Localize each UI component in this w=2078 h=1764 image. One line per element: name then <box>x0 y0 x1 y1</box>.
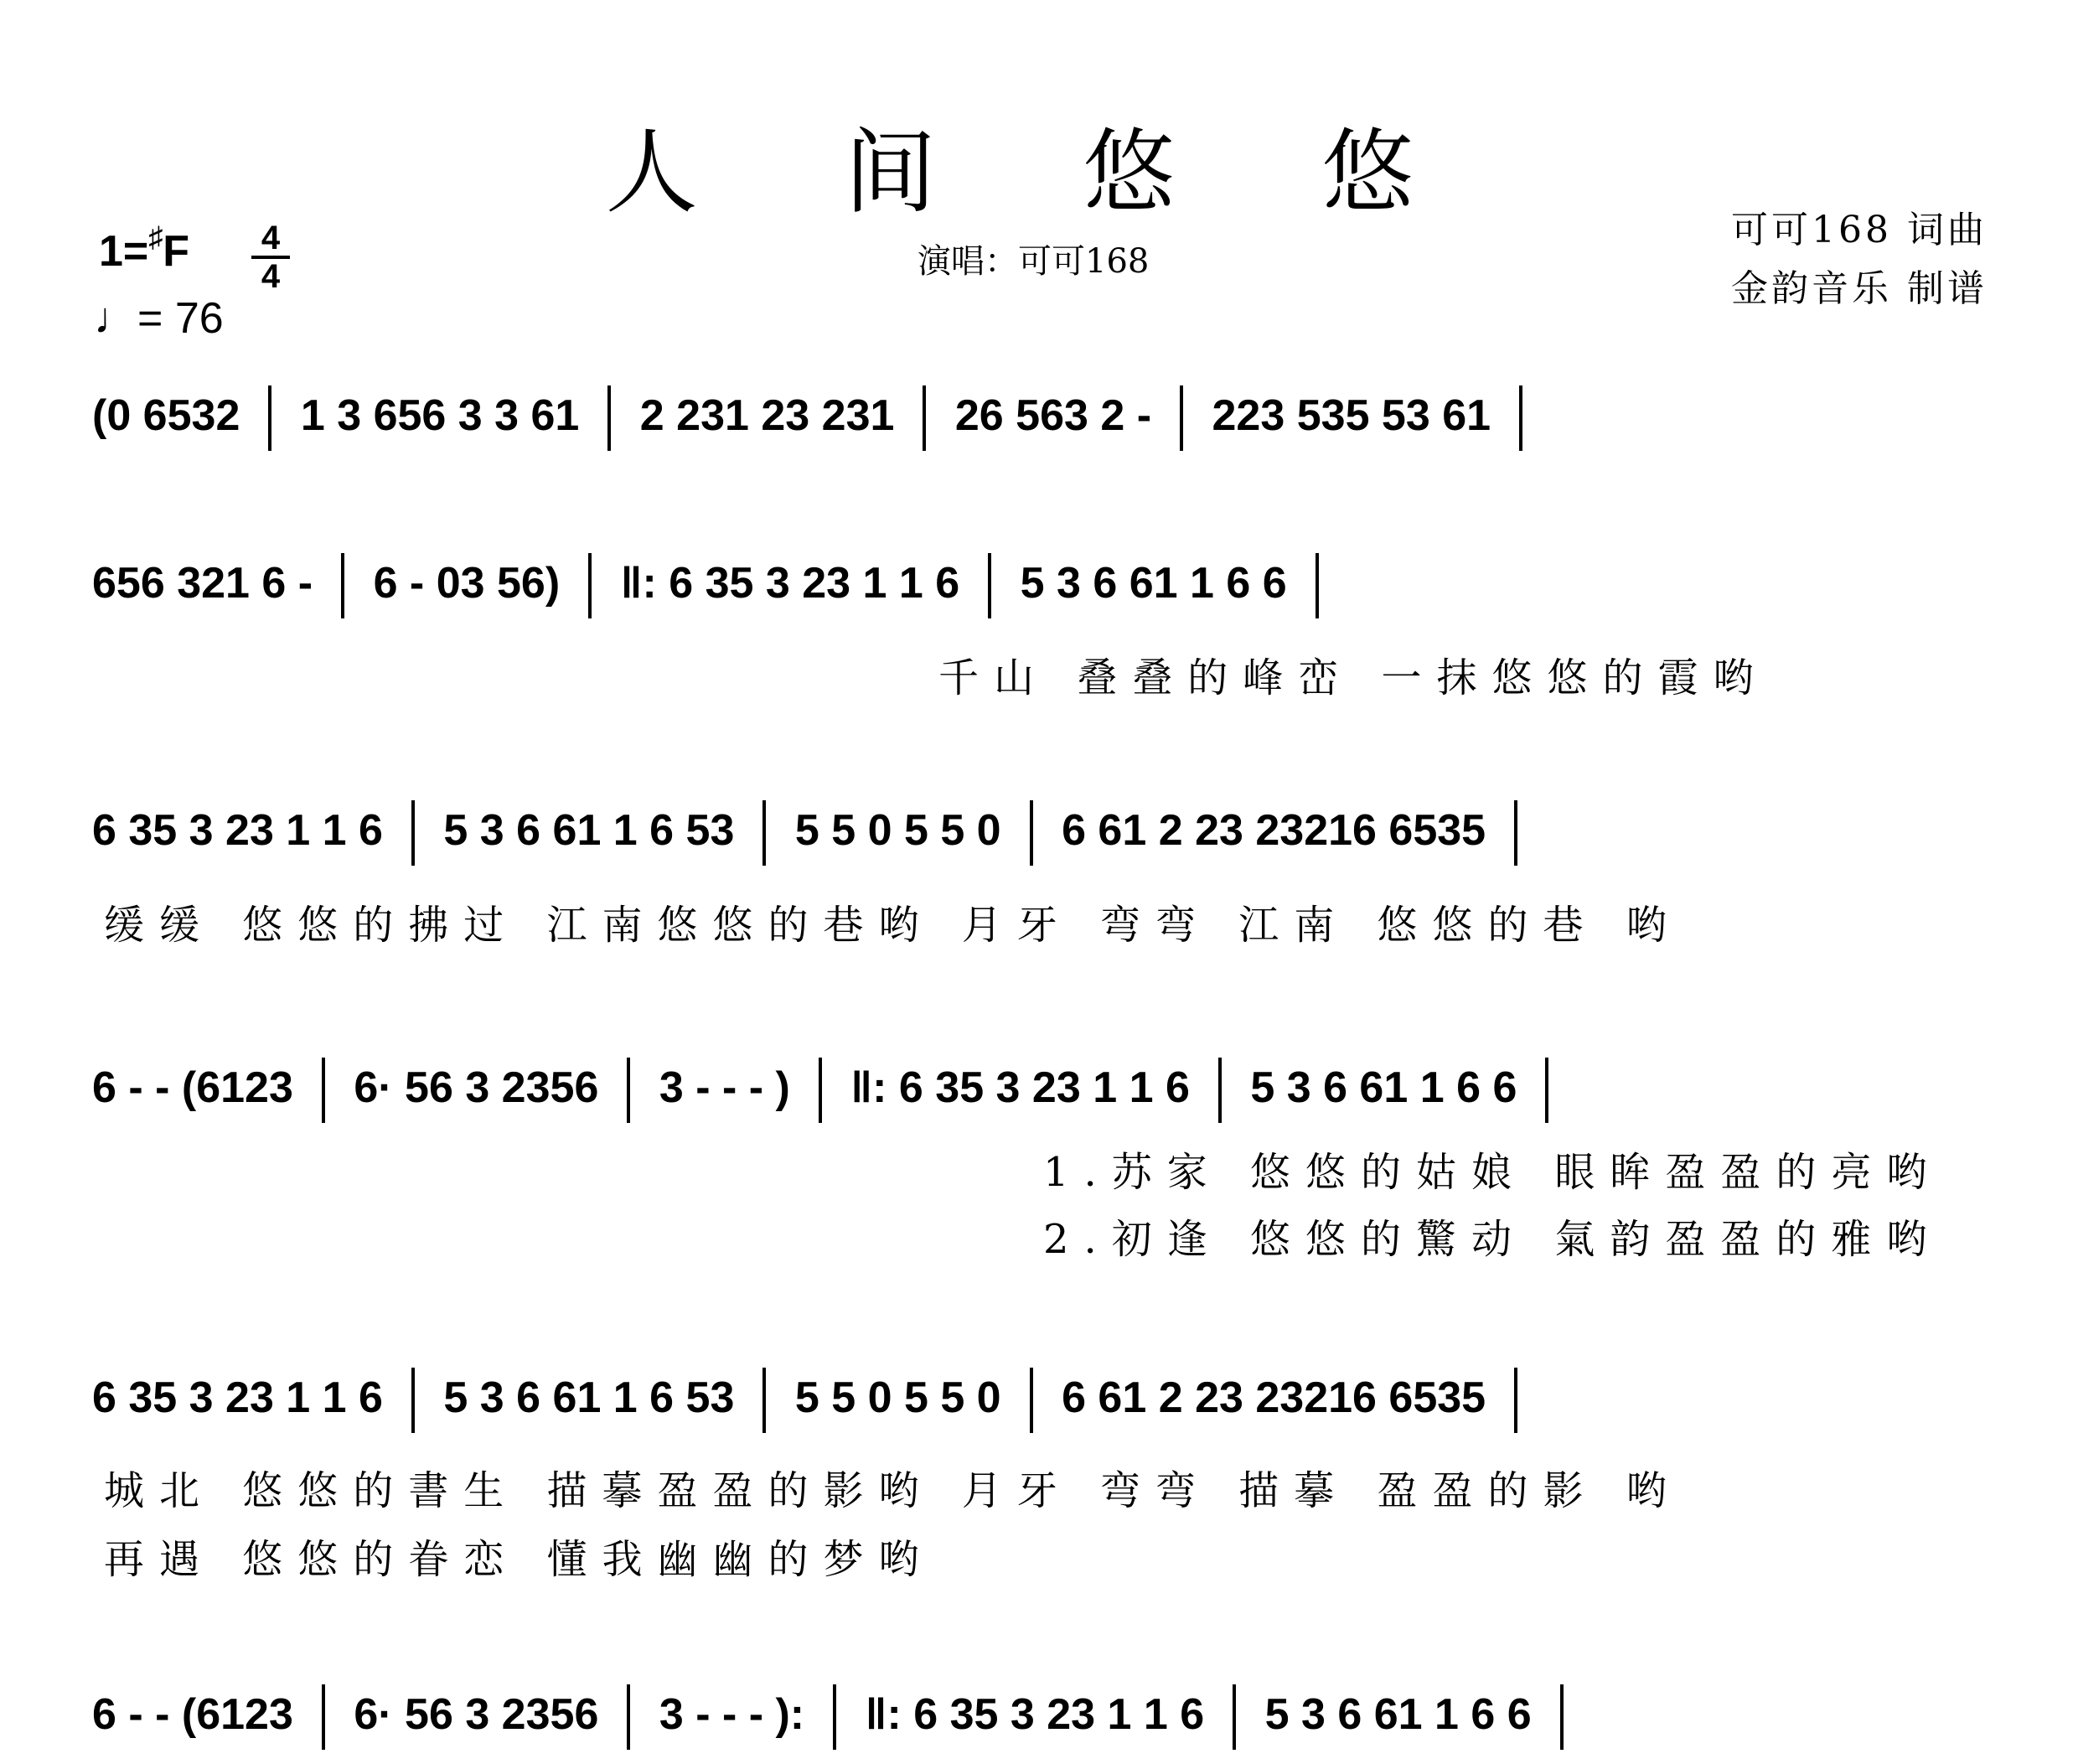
lyrics-composer-credit: 可可168 词曲 <box>1731 209 1988 251</box>
bar-line <box>1514 1368 1517 1433</box>
measure: ‖: 6 35 3 23 1 1 6 <box>865 1689 1205 1739</box>
measure: 2 231 23 231 <box>639 391 895 440</box>
measure: 6· 56 3 2356 <box>354 1063 599 1112</box>
notation-row-1 <box>92 385 2003 451</box>
bar-line <box>322 1684 325 1750</box>
measure: (0 6532 <box>92 391 240 440</box>
credits <box>1731 201 1988 318</box>
bar-line <box>411 1368 415 1433</box>
lyrics-line-3-verse1: 1.苏家 悠悠的姑娘 眼眸盈盈的亮哟 <box>1043 1149 1942 1196</box>
key-signature <box>99 221 190 277</box>
sharp-sign: ♯ <box>148 221 163 253</box>
bar-line <box>1218 1058 1222 1123</box>
bar-line <box>819 1058 822 1123</box>
measure: 6· 56 3 2356 <box>354 1689 599 1739</box>
measure: 6 - - (6123 <box>92 1063 293 1112</box>
bar-line <box>833 1684 836 1750</box>
bar-line <box>1560 1684 1564 1750</box>
measure: 1 3 656 3 3 61 <box>300 391 580 440</box>
measure: 6 35 3 23 1 1 6 <box>92 805 383 855</box>
measure: 5 3 6 61 1 6 53 <box>443 1373 735 1422</box>
measure: 656 321 6 - <box>92 558 313 608</box>
key-note: F <box>163 227 190 276</box>
measure: 5 5 0 5 5 0 <box>794 805 1001 855</box>
bar-line <box>1030 1368 1033 1433</box>
bar-line <box>762 1368 766 1433</box>
bar-line <box>923 385 926 451</box>
key-label: 1= <box>99 227 149 276</box>
bar-line <box>411 800 415 866</box>
notation-row-4 <box>92 1058 2003 1123</box>
bar-line <box>627 1684 630 1750</box>
measure: ‖: 6 35 3 23 1 1 6 <box>620 558 960 608</box>
lyrics-line-1: 千山 叠叠的峰峦 一抹悠悠的霞哟 <box>938 654 1769 701</box>
measure: 223 535 53 61 <box>1212 391 1491 440</box>
lyrics-line-3-verse2: 2.初逢 悠悠的驚动 氣韵盈盈的雅哟 <box>1043 1216 1942 1263</box>
bar-line <box>607 385 611 451</box>
measure: 5 3 6 61 1 6 53 <box>443 805 735 855</box>
notation-row-5 <box>92 1368 2003 1433</box>
measure: 6 - 03 56) <box>373 558 561 608</box>
meter-bottom: 4 <box>261 258 281 295</box>
tempo-marking: ♩= 76 <box>94 294 224 343</box>
bar-line <box>322 1058 325 1123</box>
bar-line <box>588 553 592 618</box>
score-credit: 金韵音乐 制谱 <box>1731 267 1988 310</box>
bar-line <box>1545 1058 1548 1123</box>
measure: 5 3 6 61 1 6 6 <box>1020 558 1287 608</box>
lyrics-line-2: 缓缓 悠悠的拂过 江南悠悠的巷哟 月牙 弯弯 江南 悠悠的巷 哟 <box>104 902 1682 949</box>
bar-line <box>1180 385 1183 451</box>
meter-top: 4 <box>261 220 281 256</box>
bar-line <box>1316 553 1319 618</box>
measure: 6 61 2 23 23216 6535 <box>1062 805 1486 855</box>
measure: 5 3 6 61 1 6 6 <box>1264 1689 1532 1739</box>
measure: 6 - - (6123 <box>92 1689 293 1739</box>
bar-line <box>1030 800 1033 866</box>
bar-line <box>268 385 271 451</box>
measure: 5 5 0 5 5 0 <box>794 1373 1001 1422</box>
bar-line <box>1514 800 1517 866</box>
measure: 3 - - - ) <box>659 1063 790 1112</box>
song-title: 人 间 悠 悠 <box>605 119 1473 226</box>
time-signature <box>251 220 290 295</box>
measure: 3 - - - ): <box>659 1689 805 1739</box>
lyrics-line-4-verse2: 再遇 悠悠的眷恋 懂我幽幽的梦哟 <box>104 1536 934 1583</box>
measure: 5 3 6 61 1 6 6 <box>1250 1063 1517 1112</box>
bar-line <box>1519 385 1522 451</box>
notation-row-2 <box>92 553 2003 618</box>
bar-line <box>627 1058 630 1123</box>
bar-line <box>988 553 991 618</box>
measure: 6 61 2 23 23216 6535 <box>1062 1373 1486 1422</box>
singer-credit: 演唱：可可168 <box>918 242 1150 281</box>
bar-line <box>1233 1684 1236 1750</box>
bar-line <box>341 553 344 618</box>
measure: ‖: 6 35 3 23 1 1 6 <box>850 1063 1190 1112</box>
measure: 26 563 2 - <box>954 391 1152 440</box>
lyrics-line-4-verse1: 城北 悠悠的書生 描摹盈盈的影哟 月牙 弯弯 描摹 盈盈的影 哟 <box>104 1467 1682 1514</box>
notation-row-6 <box>92 1684 2003 1750</box>
bar-line <box>762 800 766 866</box>
notation-row-3 <box>92 800 2003 866</box>
measure: 6 35 3 23 1 1 6 <box>92 1373 383 1422</box>
